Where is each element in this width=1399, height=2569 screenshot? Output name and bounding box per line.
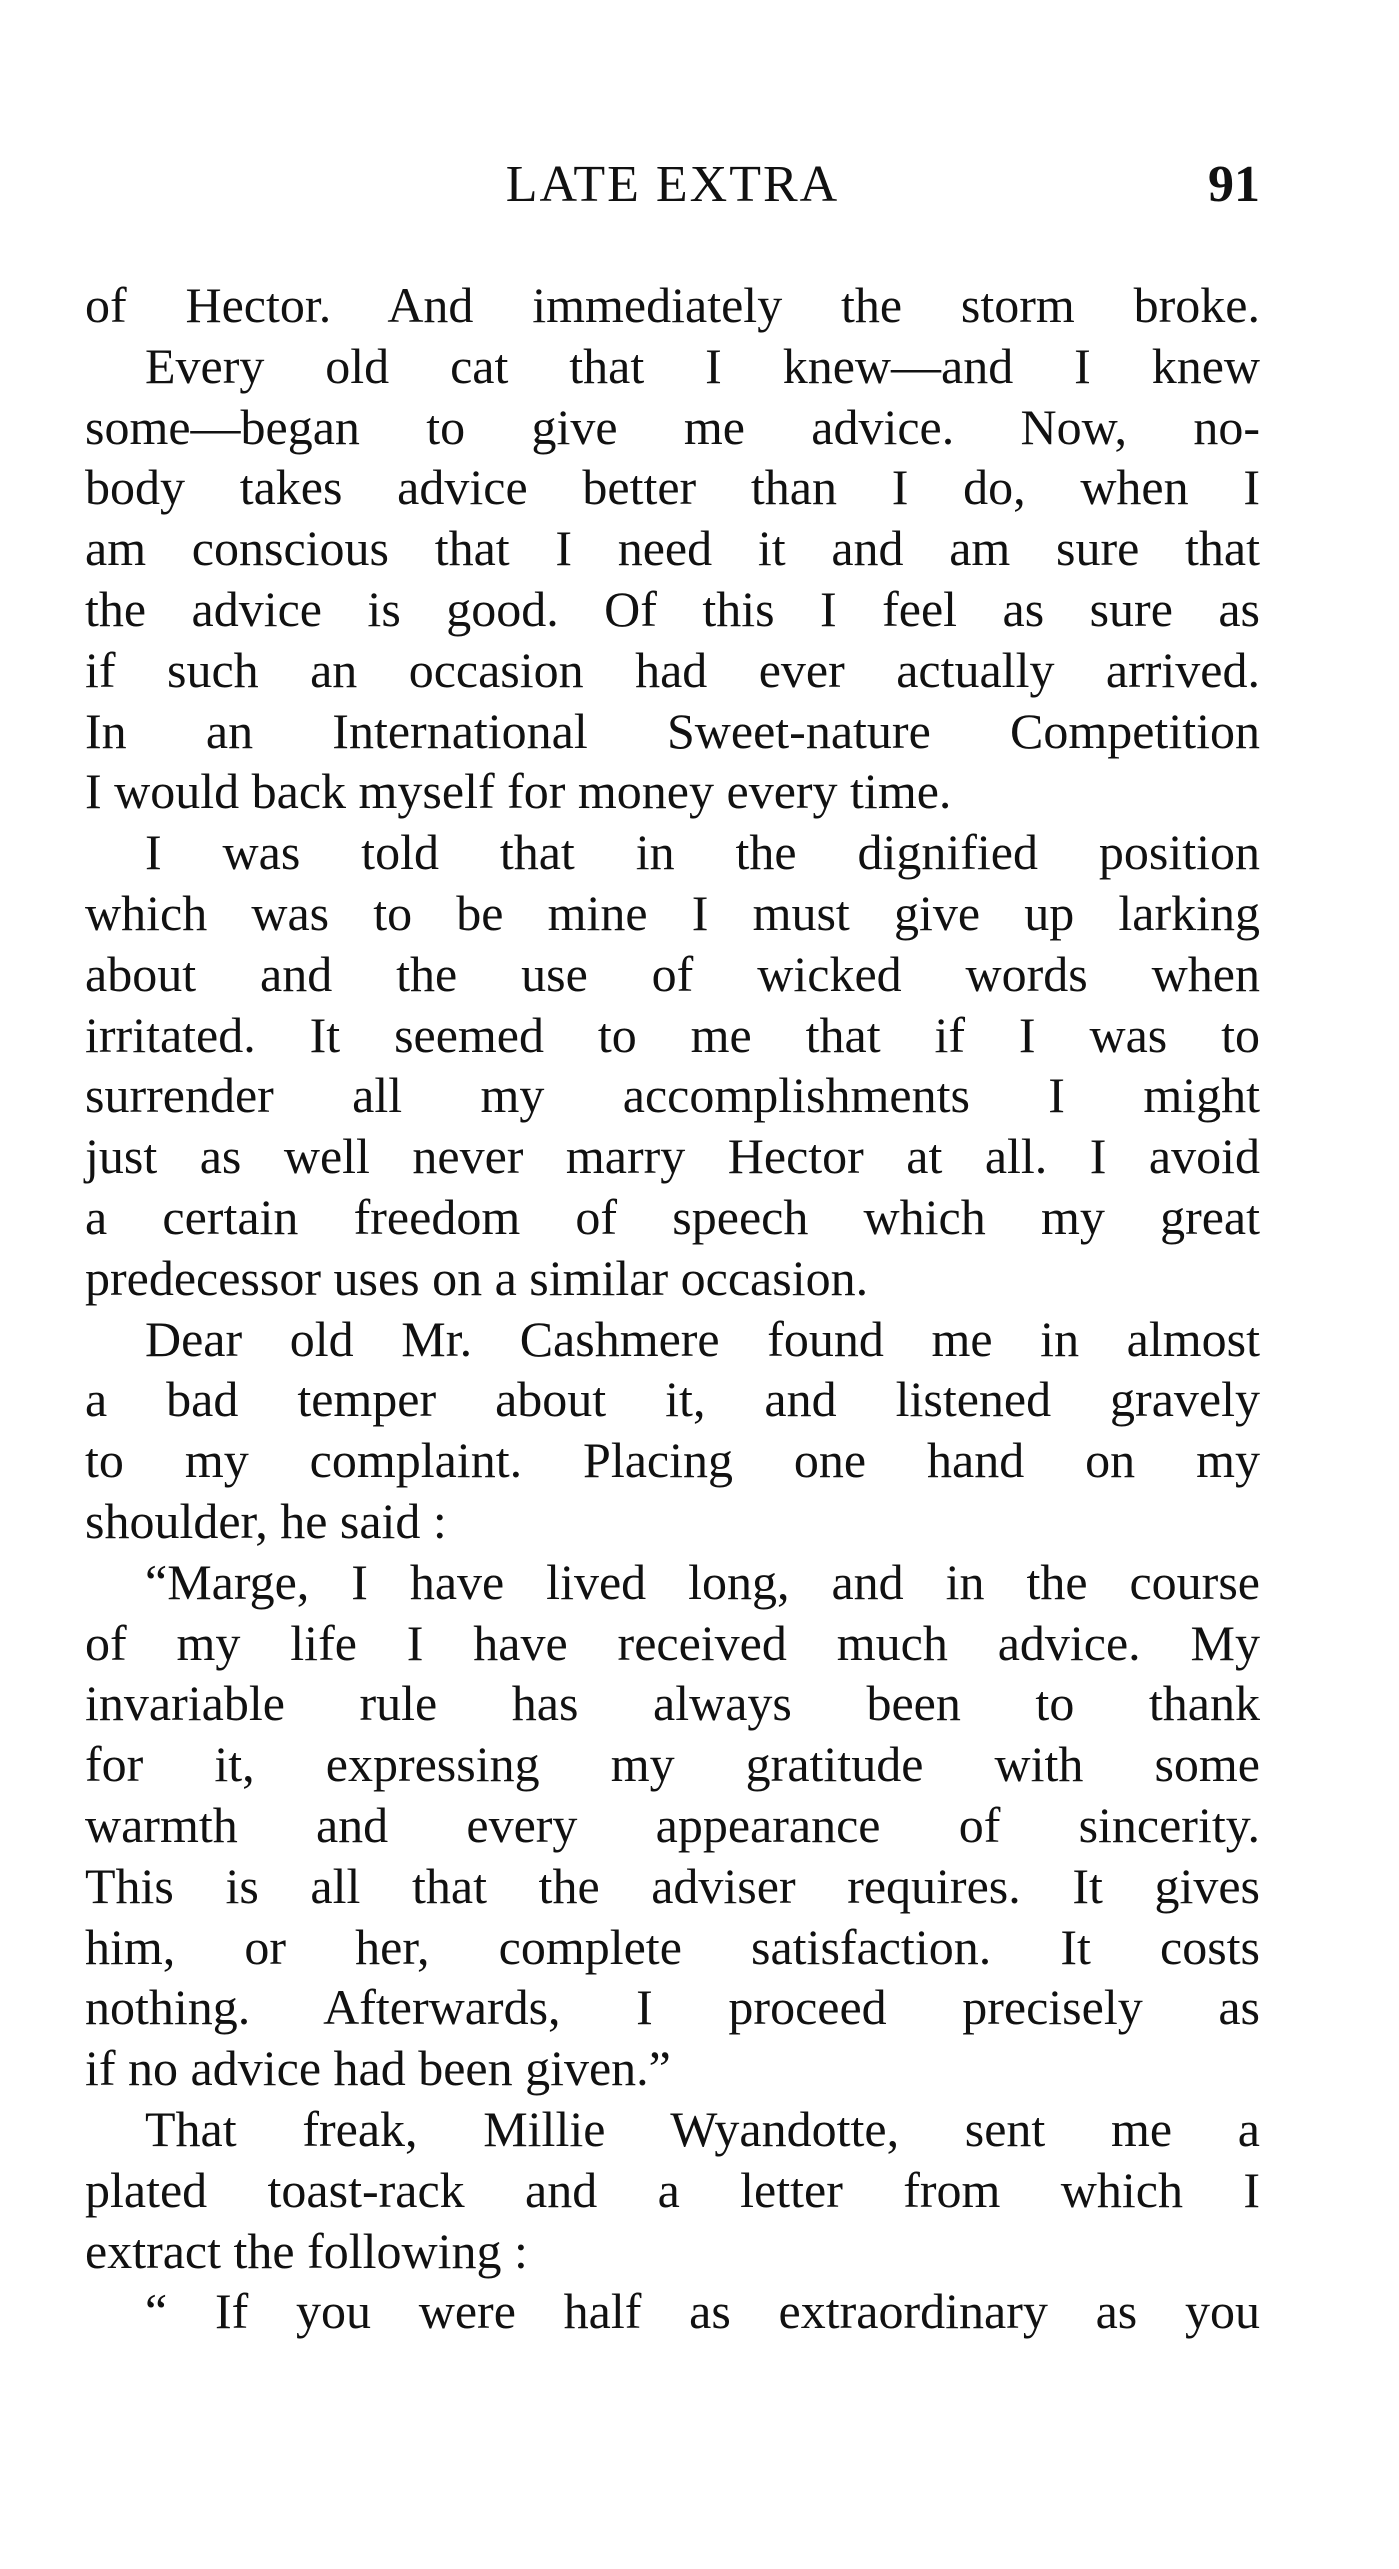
text-line: am conscious that I need it and am sure that xyxy=(85,520,1260,577)
text-line: nothing. Afterwards, I proceed precisely as xyxy=(85,1979,1260,2036)
text-line: of my life I have received much advice. My xyxy=(85,1614,1260,1671)
text-line: predecessor uses on a similar occasion. xyxy=(85,1249,869,1306)
text-line: “Marge, I have lived long, and in the course xyxy=(145,1553,1260,1610)
text-line: In an International Sweet-nature Competition xyxy=(85,702,1260,759)
page-number: 91 xyxy=(1208,156,1260,213)
text-line: Dear old Mr. Cashmere found me in almost xyxy=(145,1310,1260,1367)
text-line: body takes advice better than I do, when I xyxy=(85,459,1260,516)
text-line: for it, expressing my gratitude with some xyxy=(85,1736,1260,1793)
text-line: about and the use of wicked words when xyxy=(85,945,1260,1002)
text-line: if such an occasion had ever actually arrived. xyxy=(85,641,1260,698)
text-line: plated toast-rack and a letter from which I xyxy=(85,2161,1260,2218)
text-line: I would back myself for money every time. xyxy=(85,763,952,820)
text-line: to my complaint. Placing one hand on my xyxy=(85,1432,1260,1489)
text-line: some—began to give me advice. Now, no- xyxy=(85,398,1260,455)
text-line: surrender all my accomplishments I might xyxy=(85,1067,1260,1124)
running-title: LATE EXTRA xyxy=(505,156,840,213)
text-line: Every old cat that I knew—and I knew xyxy=(145,337,1260,394)
text-line: warmth and every appearance of sincerity. xyxy=(85,1796,1260,1853)
text-line: the advice is good. Of this I feel as sure as xyxy=(85,580,1260,637)
text-line: of Hector. And immediately the storm broke. xyxy=(85,277,1260,333)
text-line: This is all that the adviser requires. It gives xyxy=(85,1857,1260,1914)
text-line: if no advice had been given.” xyxy=(85,2040,671,2097)
page-header xyxy=(85,150,1260,220)
text-line: just as well never marry Hector at all. I avoid xyxy=(85,1128,1260,1185)
text-line: which was to be mine I must give up larking xyxy=(85,884,1260,941)
text-line: a certain freedom of speech which my great xyxy=(85,1188,1260,1245)
text-line: a bad temper about it, and listened gravely xyxy=(85,1371,1260,1428)
body-text xyxy=(85,275,1260,2342)
text-line: “ If you were half as extraordinary as you xyxy=(145,2283,1260,2340)
text-line: him, or her, complete satisfaction. It costs xyxy=(85,1918,1260,1975)
text-line: invariable rule has always been to thank xyxy=(85,1675,1260,1732)
text-line: I was told that in the dignified position xyxy=(145,824,1260,881)
text-line: extract the following : xyxy=(85,2222,528,2279)
text-line: shoulder, he said : xyxy=(85,1492,447,1549)
text-line: irritated. It seemed to me that if I was to xyxy=(85,1006,1260,1063)
text-line: That freak, Millie Wyandotte, sent me a xyxy=(145,2100,1260,2157)
